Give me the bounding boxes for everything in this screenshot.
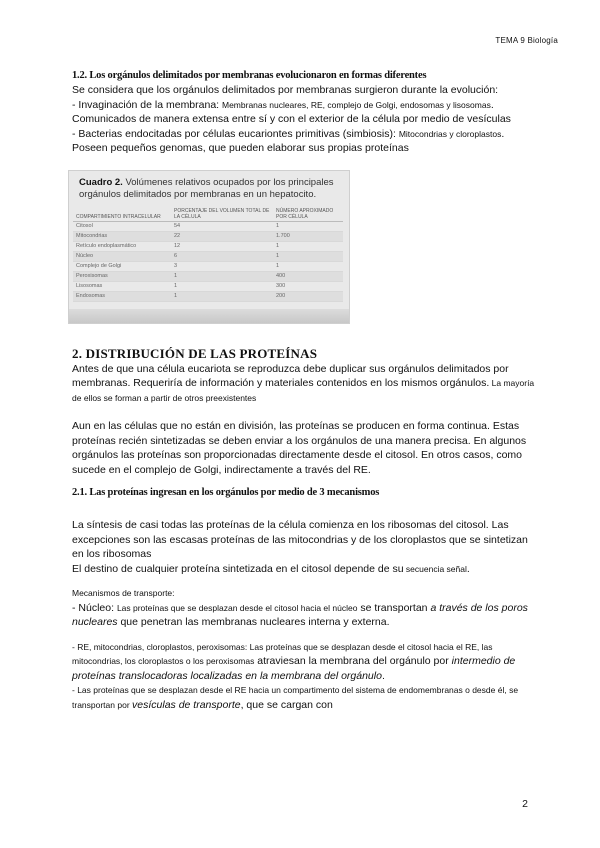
bullet-rest: . Poseen pequeños genomas, que pueden elaborar sus propias proteínas <box>72 127 505 154</box>
caption-label: Cuadro 2. <box>79 176 123 188</box>
mechanism-text: . <box>381 669 385 682</box>
figure-caption <box>79 177 341 201</box>
table-cell: Núcleo <box>73 251 171 261</box>
mechanism-lead: - Las proteínas que se desplazan desde el RE hacia un compartimento del sistema de endomembranas o desde él, se transportan por <box>72 685 519 710</box>
table-cell: Retículo endoplasmático <box>73 241 171 251</box>
table-cell: 54 <box>171 221 273 231</box>
mechanism-emphasis: intermedio de proteínas translocadoras localizadas en la membrana del orgánulo <box>72 655 516 682</box>
table-cell: 6 <box>171 251 273 261</box>
running-header: TEMA 9 Biología <box>495 36 558 45</box>
mechanism-lead: - RE, mitocondrias, cloroplastos, peroxisomas: <box>72 641 250 652</box>
table-cell: 12 <box>171 241 273 251</box>
paragraph-main: El destino de cualquier proteína sintetizada en el citosol depende de su <box>72 562 404 575</box>
section-2-1-paragraph-1: La síntesis de casi todas las proteínas de la célula comienza en los ribosomas del citosol. Las excepciones son las escasas proteínas de las mitocondrias y de los cloroplastos que se sintetizan en los ribosomas <box>72 519 528 560</box>
bullet-rest: . Comunicados de manera extensa entre sí y con el exterior de la célula por medio de vesículas <box>72 98 511 125</box>
table-cell: 1.700 <box>273 231 343 241</box>
mechanism-detail: Las proteínas que se desplazan desde el citosol hacia el núcleo <box>116 602 358 613</box>
column-header: NÚMERO APROXIMADO POR CÉLULA <box>273 207 343 222</box>
mechanism-re-mitocondrias <box>72 640 542 684</box>
table-cell: 300 <box>273 281 343 291</box>
bullet-lead: - Invaginación de la membrana: <box>72 98 222 111</box>
mechanism-text: que penetran las membranas nucleares interna y externa. <box>117 616 390 628</box>
table-row <box>73 281 343 291</box>
section-2-heading: 2. DISTRIBUCIÓN DE LAS PROTEÍNAS <box>72 345 318 361</box>
section-1-2-heading: 1.2. Los orgánulos delimitados por membranas evolucionaron en formas diferentes <box>72 70 427 81</box>
table-cell: Endosomas <box>73 291 171 301</box>
bullet-detail: Membranas nucleares, RE, complejo de Golgi, endosomas y lisosomas <box>222 99 491 110</box>
bullet-bacterias <box>72 127 542 156</box>
page-content <box>72 70 542 712</box>
mechanism-text: , que se cargan con <box>240 698 333 711</box>
table-row <box>73 291 343 301</box>
table-cell: 200 <box>273 291 343 301</box>
table-cell: 1 <box>273 221 343 231</box>
table-cell: 400 <box>273 271 343 281</box>
table-cell: 1 <box>171 291 273 301</box>
table-cell: 1 <box>273 251 343 261</box>
table-row <box>73 231 343 241</box>
table-row <box>73 251 343 261</box>
paragraph-end: . <box>466 562 470 575</box>
bullet-invaginacion <box>72 98 542 127</box>
mechanism-lead: - Núcleo: <box>72 601 117 614</box>
table-row <box>73 241 343 251</box>
table-row <box>73 271 343 281</box>
mechanism-detail: Las proteínas que se desplazan desde el citosol hacia el RE, las mitocondrias, los cloroplastos o los peroxisomas <box>72 641 493 666</box>
caption-text: Volúmenes relativos ocupados por los principales orgánulos delimitados por membranas en un hepatocito. <box>79 176 334 200</box>
table-cell: Peroxisomas <box>73 271 171 281</box>
mechanism-emphasis: vesículas de transporte <box>132 698 241 711</box>
bullet-lead: - Bacterias endocitadas por células eucariontes primitivas (simbiosis): <box>72 127 399 140</box>
mechanisms-title: Mecanismos de transporte: <box>72 588 175 598</box>
section-2-paragraph-2: Aun en las células que no están en división, las proteínas se producen en forma continua. Estas proteínas recién sintetizadas se deben enviar a los orgánulos de una manera precisa. En algunos orgánulos las proteínas son proporcionadas directamente desde el citosol. En otros casos, como sucede en el complejo de Golgi, indirectamente a través del RE. <box>72 420 527 476</box>
figure-bottom-band <box>69 309 349 323</box>
table-cell: Citosol <box>73 221 171 231</box>
section-1-2-intro: Se considera que los orgánulos delimitados por membranas surgieron durante la evolución: <box>72 84 499 96</box>
bullet-detail: Mitocondrias y cloroplastos <box>398 128 502 139</box>
mechanism-emphasis: a través de los poros nucleares <box>72 601 528 628</box>
table-cell: Lisosomas <box>73 281 171 291</box>
table-row <box>73 221 343 231</box>
mechanism-text: atraviesan la membrana del orgánulo por <box>254 655 452 667</box>
column-header: COMPARTIMIENTO INTRACELULAR <box>73 207 171 222</box>
table-cell: 1 <box>171 271 273 281</box>
page-number: 2 <box>522 798 528 810</box>
paragraph-note: La mayoría de ellos se forman a partir de otros preexistentes <box>72 378 535 403</box>
mechanism-text: se transportan <box>357 601 431 614</box>
section-2-1-paragraph-2 <box>72 562 542 577</box>
paragraph-main: Antes de que una célula eucariota se reproduzca debe duplicar sus orgánulos delimitados por membranas. Requeriría de información y materiales contenidos en los mismos orgánulos. <box>72 362 509 389</box>
table-cell: 3 <box>171 261 273 271</box>
table-cell: 1 <box>171 281 273 291</box>
column-header: PORCENTAJE DEL VOLUMEN TOTAL DE LA CÉLULA <box>171 207 273 222</box>
table-cell: Mitocondrias <box>73 231 171 241</box>
table-cell: 1 <box>273 241 343 251</box>
organelle-volume-table <box>73 207 343 302</box>
table-cell: 22 <box>171 231 273 241</box>
table-row <box>73 261 343 271</box>
section-2-1-heading: 2.1. Las proteínas ingresan en los orgánulos por medio de 3 mecanismos <box>72 487 380 498</box>
table-cell: Complejo de Golgi <box>73 261 171 271</box>
table-cell: 1 <box>273 261 343 271</box>
table-figure-cuadro-2 <box>68 170 350 324</box>
mechanism-vesiculas <box>72 683 542 712</box>
section-2-paragraph-1 <box>72 362 542 406</box>
mechanism-nucleo <box>72 601 542 630</box>
paragraph-term: secuencia señal <box>403 563 467 574</box>
